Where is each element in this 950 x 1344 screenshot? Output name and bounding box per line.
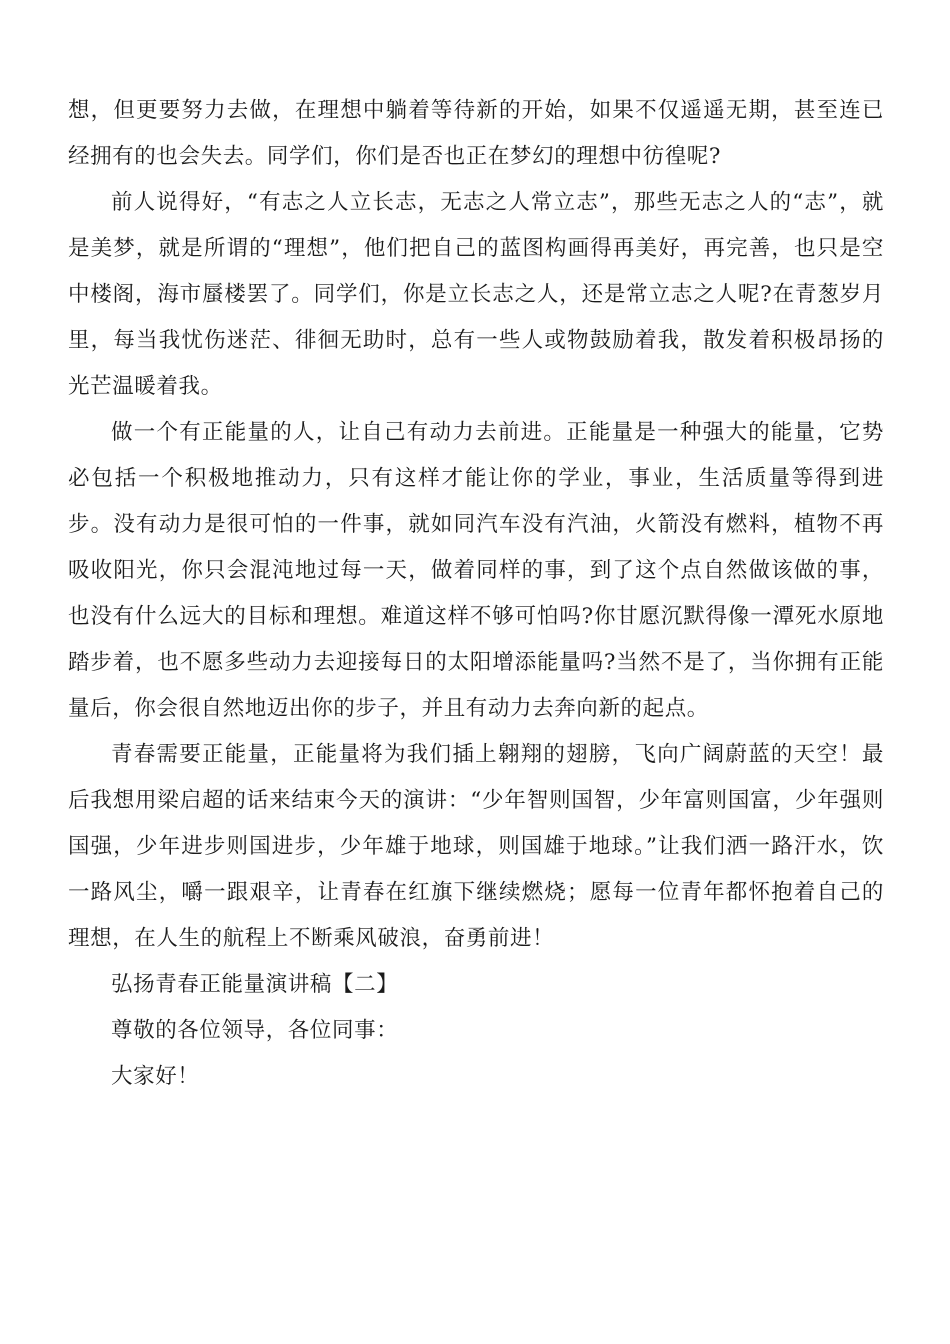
document-page xyxy=(68,88,884,1100)
paragraph-ambition-quote: 前人说得好，“有志之人立长志，无志之人常立志”，那些无志之人的“志”，就是美梦，就是所谓的“理想”，他们把自己的蓝图构画得再美好，再完善，也只是空中楼阁，海市蜃楼罢了。同学们，你是立长志之人，还是常立志之人呢?在青葱岁月里，每当我忧伤迷茫、徘徊无助时，总有一些人或物鼓励着我，散发着积极昂扬的光芒温暖着我。 xyxy=(68,190,884,399)
paragraph-positive-energy: 做一个有正能量的人，让自己有动力去前进。正能量是一种强大的能量，它势必包括一个积极地推动力，只有这样才能让你的学业，事业，生活质量等得到进步。没有动力是很可怕的一件事，就如同汽车没有汽油，火箭没有燃料，植物不再吸收阳光，你只会混沌地过每一天，做着同样的事，到了这个点自然做该做的事，也没有什么远大的目标和理想。难道这样不够可怕吗?你甘愿沉默得像一潭死水原地踏步着，也不愿多些动力去迎接每日的太阳增添能量吗?当然不是了，当你拥有正能量后，你会很自然地迈出你的步子，并且有动力去奔向新的起点。 xyxy=(68,420,884,721)
paragraph-conclusion: 青春需要正能量，正能量将为我们插上翱翔的翅膀，飞向广阔蔚蓝的天空！最后我想用梁启超的话来结束今天的演讲：“少年智则国智，少年富则国富，少年强则国强，少年进步则国进步，少年雄于地球，则国雄于地球。”让我们洒一路汗水，饮一路风尘，嚼一跟艰辛，让青春在红旗下继续燃烧；愿每一位青年都怀抱着自己的理想，在人生的航程上不断乘风破浪，奋勇前进！ xyxy=(68,742,884,951)
salutation: 尊敬的各位领导，各位同事： xyxy=(111,1018,399,1043)
section-heading: 弘扬青春正能量演讲稿【二】 xyxy=(111,972,399,997)
greeting: 大家好！ xyxy=(111,1064,200,1089)
paragraph-continuation: 想，但更要努力去做，在理想中躺着等待新的开始，如果不仅遥遥无期，甚至连已经拥有的也会失去。同学们，你们是否也正在梦幻的理想中彷徨呢? xyxy=(68,98,884,169)
